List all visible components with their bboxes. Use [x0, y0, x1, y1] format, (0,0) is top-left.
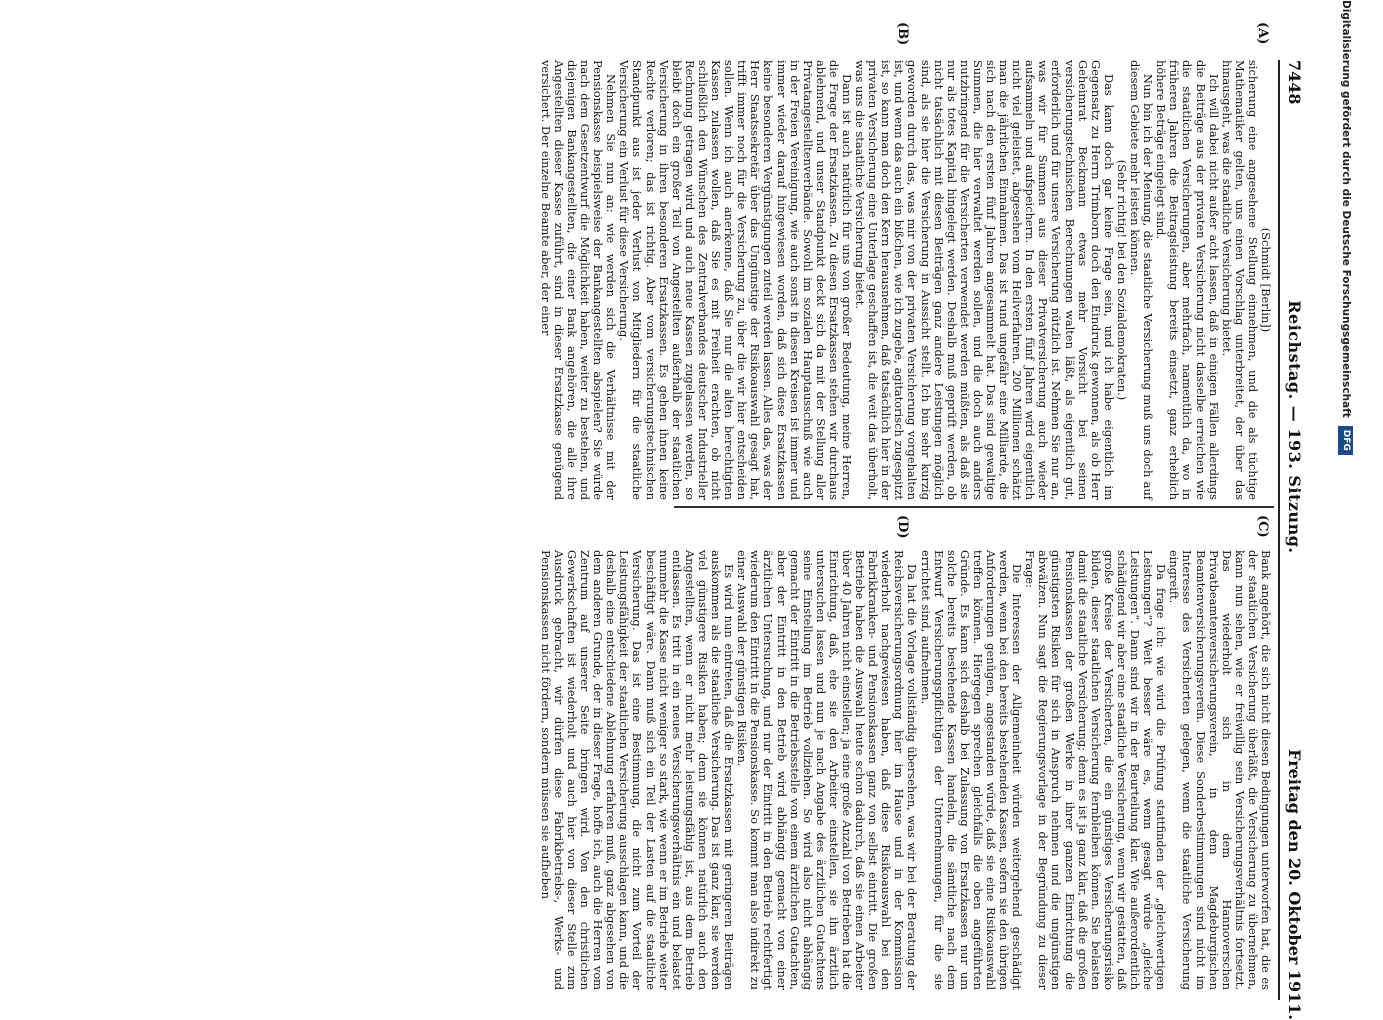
margin-marker-a: (A) [1255, 22, 1270, 45]
interjection: (Sehr richtig! bei den Sozialdemokraten.) [1114, 159, 1129, 401]
paragraph: Dann ist auch natürlich für uns von großer Bedeutung, meine Herren, die Frage der Ersatzkassen. Zu diesen Ersatzkassen stehen wir durchaus ablehnend, und unser Standpunkt deckt sich da mit der Stellung aller Privatangestelltenverbände. Sowohl im sozialen Hauptausschuß wie auch in der Freien Vereinigung, wie auch sonst in diesen Kreisen ist immer und immer wieder darauf hingewiesen worden, daß sich diese Ersatzkassen keine besonderen Vergünstigungen zuteil werden lassen. Alles das, was der Herr Staatssekretär über das Ungünstige der Risikoauswahl gesagt hat, trifft immer noch für die Versicherung zu, über die wir hier entscheiden sollen. Wenn ich auch anerkenne, daß Sie nur die alten berechtigten Kassen zulassen wollen, daß Sie es mit Freiheit erachten, ob nicht schließlich den Wünschen des Zentralverbandes deutscher Industrieller Rechnung getragen wird und auch neue Kassen zugelassen werden, so bleibt doch ein großer Teil von Angestellten außerhalb der staatlichen Versicherung in ihren besonderen Ersatzkassen. Es gehen ihnen keine Rechte verloren; das ist richtig. Aber vom versicherungstechnischen Standpunkt aus ist jeder Verlust von Mitgliedern für die staatliche Versicherung ein Verlust für diese Versicherung. [617, 60, 854, 500]
header-rule [1278, 60, 1280, 1000]
right-column [538, 550, 1273, 990]
dfg-logo-icon: DFG [1339, 426, 1354, 455]
paragraph: Bank angehört, die sich nicht diesen Bedingungen unterworfen hat, die es der staatlichen Versicherung überläßt, die Versicherung zu übernehmen, kann nun sehen, wie er freiwillig sein Versicherungsverhältnis fortsetzt. Das wiederholt sich in dem Hannoverschen Privatbeamtenversicherungsverein, in dem Magdeburgischen Beamtenversicherungsverein. Diese Sonderbestimmungen sind nicht im Interesse des Versicherten gelegen, wenn die staatliche Versicherung eingreift. [1167, 550, 1273, 990]
paragraph: sicherung eine angesehene Stellung einnehmen, und die als tüchtige Mathematiker gelten, uns einen Vorschlag unterbreitet, der über das hinausgeht, was die staatliche Versicherung bietet. [1219, 60, 1260, 500]
speaker-line: (Schmidt [Berlin]) [1259, 227, 1273, 333]
quoted-paragraph: Die Interessen der Allgemeinheit würden weitergehend geschädigt werden, wenn bei den bereits bestehenden Kassen, sofern sie den übrigen Anforderungen genügen, angestanden würde, daß sie eine Risikoauswahl treffen können. Hiergegen sprechen gleichfalls die oben angeführten Gründe. Es kann sich deshalb bei Zulassung von Ersatzkassen nur um solche bereits bestehende Kassen handeln, die sämtliche nach dem Entwurf Versicherungspflichtigen der Unternehmungen, für die sie errichtet sind, aufnehmen. [918, 550, 1025, 990]
paragraph: Nehmen Sie nun an: wie werden sich die Verhältnisse mit der Pensionskasse beispielsweise der Bankangestellten abspielen? Sie würde nach dem Gesetzentwurf die Möglichkeit haben, weiter zu bestehen, und diejenigen Bankangestellten, die einer Bank angehören, die alle ihre Angestellten dieser Kasse zuführt, sind in dieser Ersatzkasse genügend versichert. Der einzelne Beamte aber, der einer [538, 60, 619, 500]
margin-marker-b: (B) [895, 22, 910, 46]
digitization-text: Digitalisierung gefördert durch die Deutsche Forschungsgemeinschaft [1340, 0, 1352, 418]
paragraph: Da frage ich: wie wird die Prüfung stattfinden der „gleichwertigen Leistungen“? Weit besser wäre es, wenn gesagt würde „gleiche Leistungen“. Dann sind wir in der Beurteilung klar. Wie außerordentlich schädigend wir aber eine staatliche Versicherung, wenn wir gestatten, daß große Kreise der Versicherten, die ein günstiges Versicherungsrisiko bilden, dieser staatlichen Versicherung fernbleiben können. Sie belasten damit die staatliche Versicherung; denn es ist ja ganz klar, daß die großen Pensionskassen der großen Werke in ihrer ganzen Einrichtung die günstigsten Risiken für sich in Anspruch nehmen und die ungünstigen abwälzen. Nun sagt die Regierungsvorlage in der Begründung zu dieser Frage: [1023, 550, 1169, 990]
digitization-note [1331, 0, 1361, 1000]
column-divider [674, 506, 1274, 508]
left-column [538, 60, 1273, 500]
page-title: Reichstag. — 193. Sitzung. [1285, 300, 1305, 554]
page-number: 7448 [1285, 60, 1305, 105]
paragraph: Da hat die Vorlage vollständig übersehen, was wir bei der Beratung der Reichsversicherungsordnung hier im Hause und in der Kommission wiederholt nachgewiesen haben, daß diese Risikoauswahl bei den Fabrikkranken- und Pensionskassen ganz von selbst eintritt. Die großen Betriebe haben die Auswahl heute schon dadurch, daß sie einen Arbeiter über 40 Jahren nicht einstellen; ja eine große Anzahl von Betrieben hat die Einrichtung, daß, ehe sie den Arbeiter einstellen, sie ihn ärztlich untersuchen lassen und nun je nach Angabe des ärztlichen Gutachtens seine Einstellung im Betrieb vollziehen. So wird also nicht abhängig gemacht der Eintritt in die Betriebsstelle von einem ärztlichen Gutachten, aber der Eintritt in den Betrieb wird abhängig gemacht von einer ärztlichen Untersuchung, und nur der Eintritt in den Betrieb rechtfertigt wiederum den Eintritt in die Pensionskasse. So kommt man also indirekt zu einer Auswahl der günstigen Risiken. [735, 550, 920, 990]
paragraph: Ich will dabei nicht außer acht lassen, daß in einigen Fällen allerdings die Beiträge aus der privaten Versicherung nicht dasselbe erreichen wie die staatlichen Versicherungen, aber mehrfach, namentlich da, wo in früheren Jahren die Beitragsleistung bereits einsetzt, ganz erheblich höhere Beträge eingelegt sind. [1154, 60, 1221, 500]
margin-marker-c: (C) [1255, 515, 1270, 538]
paragraph: Das kann doch gar keine Frage sein, und ich habe eigentlich im Gegensatz zu Herrn Trimborn doch den Eindruck gewonnen, als ob Herr Geheimrat Beckmann etwas mehr Vorsicht bei seinen versicherungstechnischen Berechnungen walten läßt, als eigentlich gut, erforderlich und für unsere Versicherung nützlich ist. Nehmen Sie nur an, was wir für Summen aus dieser Privatversicherung auch wieder aufsammeln und aufspeichern. In den ersten fünf Jahren wird eigentlich nicht viel geleistet, abgesehen vom Heilverfahren. 200 Millionen schätzt man die jährlichen Einnahmen. Das ist rund ungefähr eine Milliarde, die sich nach den ersten fünf Jahren angesammelt hat. Das sind gewaltige Summen, die hier verwaltet werden sollen, und die doch auch anders nutzbringend für die Versicherten verwendet werden müßten, als daß sie nur als totes Kapital hingelegt werden. Deshalb muß geprüft werden, ob nicht tatsächlich mit diesen Beiträgen ganz andere Leistungen möglich sind, als sie hier die Versicherung in Aussicht stellt. Ich bin sehr kurzig geworden durch das, was mir von der privaten Versicherung vorgehalten ist, und wenn das auch ein bißchen, wie ich zugebe, agitatorisch zugespitzt ist, so kann man doch den Kern herausnehmen, daß tatsächlich hier in der privaten Versicherung eine Unterlage geschaffen ist, die weit das überholt, was uns die staatliche Versicherung bietet. [853, 60, 1116, 500]
paragraph: Es wird nun eintreten, daß die Ersatzkassen mit geringeren Beiträgen auskommen als die staatliche Versicherung. Das ist ganz klar, sie werden viel günstigere Risiken haben; denn sie können natürlich auch den Angestellten, wenn er nicht mehr leistungsfähig ist, aus dem Betrieb entlassen. Es tritt in ein neues Versicherungsverhältnis ein und belastet nunmehr die Kasse nicht weniger so stark, wie wenn er im Betrieb weiter beschäftigt wäre. Dann muß sich ein Teil der Lasten auf die staatliche Versicherung. Das ist eine Bestimmung, die nicht zum Vorteil der Leistungsfähigkeit der staatlichen Versicherung ausschlagen kann, und die deshalb eine entschiedene Ablehnung erfahren muß, ganz abgesehen von dem anderen Grunde, der in dieser Frage, hoffe ich, auch die Herren vom Zentrum auf unserer Seite bringen wird. Von den christlichen Gewerkschaften ist wiederholt und auch hier von dieser Stelle zum Ausdruck gebracht, wir dürfen diese Fabrikbetriebs-, Werks- und Pensionskassen nicht fördern, sondern müssen sie aufheben [538, 550, 737, 990]
margin-marker-d: (D) [895, 515, 910, 539]
page-header [1280, 60, 1310, 1020]
paragraph: Nun bin ich der Meinung, die staatliche Versicherung muß uns doch auf diesem Gebiete mehr leisten können. [1128, 60, 1156, 500]
page-date: Freitag den 20. Oktober 1911. [1285, 749, 1305, 1020]
